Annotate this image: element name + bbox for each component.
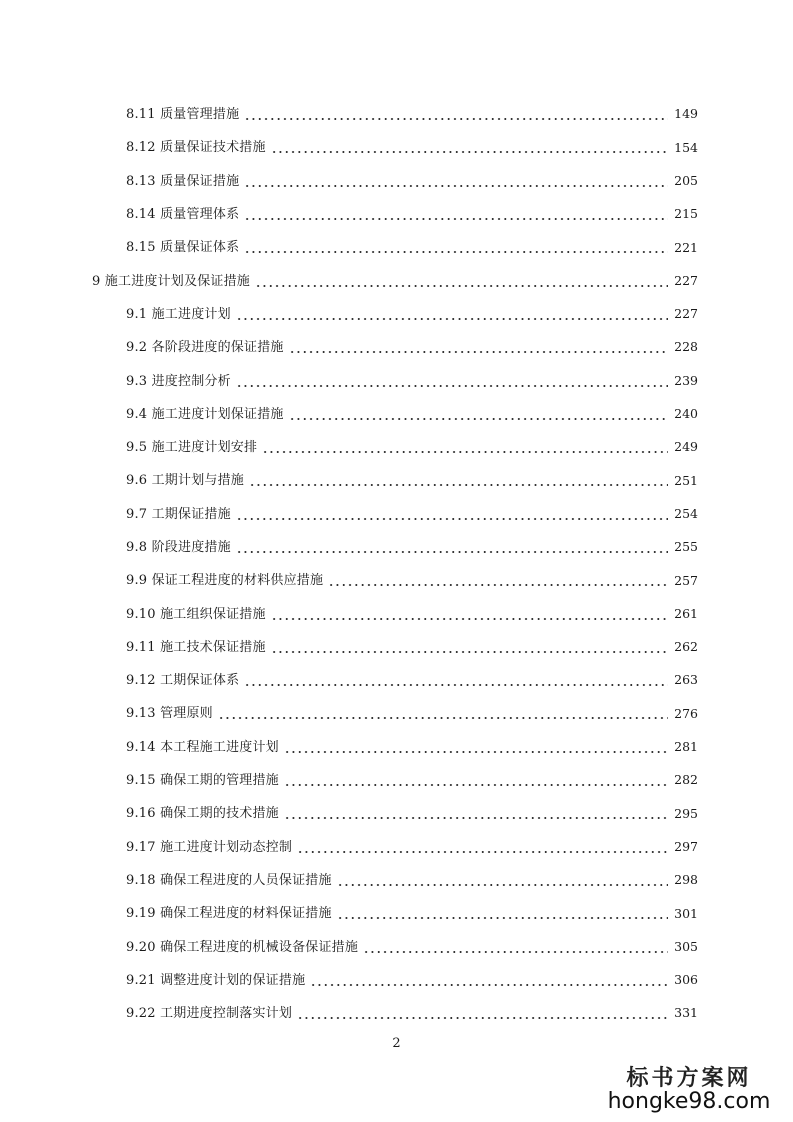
toc-entry-page: 257 (674, 572, 698, 588)
toc-entry[interactable] (0, 564, 793, 597)
toc-entry[interactable] (0, 797, 793, 830)
page-number: 2 (392, 1036, 401, 1051)
toc-entry[interactable] (0, 464, 793, 497)
toc-entry[interactable] (0, 165, 793, 198)
toc-entry[interactable] (0, 664, 793, 697)
toc-entry-page: 227 (674, 272, 698, 288)
toc-dot-leader (328, 574, 668, 587)
toc-entry-label: 9.19 确保工程进度的材料保证措施 (126, 906, 332, 922)
toc-entry-label: 9.20 确保工程进度的机械设备保证措施 (126, 939, 359, 955)
toc-entry[interactable] (0, 731, 793, 764)
toc-entry[interactable] (0, 864, 793, 897)
toc-entry[interactable] (0, 298, 793, 331)
toc-entry-page: 227 (674, 306, 698, 322)
toc-dot-leader (236, 308, 668, 321)
toc-entry[interactable] (0, 198, 793, 231)
toc-dot-leader (337, 907, 668, 920)
toc-entry-label: 9.18 确保工程进度的人员保证措施 (126, 872, 332, 888)
toc-entry[interactable] (0, 597, 793, 630)
toc-entry[interactable] (0, 764, 793, 797)
site-watermark (599, 1066, 779, 1114)
toc-dot-leader (289, 408, 668, 421)
toc-entry-label: 9.6 工期计划与措施 (126, 473, 245, 489)
toc-entry[interactable] (0, 930, 793, 963)
toc-entry-label: 9.21 调整进度计划的保证措施 (126, 972, 306, 988)
toc-dot-leader (271, 608, 668, 621)
toc-dot-leader (236, 375, 668, 388)
toc-entry-page: 298 (674, 872, 698, 888)
toc-entry-label: 9.2 各阶段进度的保证措施 (126, 340, 284, 356)
toc-entry-label: 9.15 确保工期的管理措施 (126, 773, 279, 789)
toc-entry-page: 254 (674, 505, 698, 521)
toc-entry-page: 295 (674, 805, 698, 821)
toc-entry-label: 8.11 质量管理措施 (126, 107, 240, 123)
toc-entry-page: 261 (674, 605, 698, 621)
toc-dot-leader (271, 641, 668, 654)
toc-entry[interactable] (0, 831, 793, 864)
toc-dot-leader (363, 941, 668, 954)
toc-entry-page: 205 (674, 172, 698, 188)
toc-dot-leader (244, 208, 668, 221)
toc-entry-page: 276 (674, 705, 698, 721)
toc-entry-page: 154 (674, 139, 698, 155)
toc-entry-page: 221 (674, 239, 698, 255)
toc-entry-page: 251 (674, 472, 698, 488)
toc-entry-label: 9.22 工期进度控制落实计划 (126, 1006, 293, 1022)
toc-dot-leader (337, 874, 668, 887)
toc-dot-leader (262, 441, 668, 454)
toc-entry-page: 249 (674, 439, 698, 455)
toc-entry-page: 306 (674, 972, 698, 988)
toc-entry-page: 262 (674, 639, 698, 655)
toc-dot-leader (244, 674, 668, 687)
toc-entry-page: 297 (674, 838, 698, 854)
toc-entry-page: 305 (674, 938, 698, 954)
toc-entry-label: 8.12 质量保证技术措施 (126, 140, 266, 156)
toc-entry[interactable] (0, 231, 793, 264)
toc-entry-label: 9.4 施工进度计划保证措施 (126, 406, 284, 422)
toc-entry-label: 9.1 施工进度计划 (126, 306, 231, 322)
toc-entry-label: 9.7 工期保证措施 (126, 506, 231, 522)
table-of-contents (0, 98, 793, 1030)
toc-entry-page: 215 (674, 206, 698, 222)
toc-chapter-entry[interactable] (0, 264, 793, 297)
toc-entry-page: 239 (674, 372, 698, 388)
toc-entry[interactable] (0, 631, 793, 664)
toc-entry-label: 8.13 质量保证措施 (126, 173, 240, 189)
toc-entry[interactable] (0, 331, 793, 364)
toc-dot-leader (255, 275, 668, 288)
toc-entry-label: 9.12 工期保证体系 (126, 673, 240, 689)
toc-dot-leader (236, 541, 668, 554)
toc-entry[interactable] (0, 964, 793, 997)
toc-entry-page: 240 (674, 406, 698, 422)
toc-entry-page: 149 (674, 106, 698, 122)
toc-dot-leader (249, 474, 668, 487)
toc-dot-leader (244, 241, 668, 254)
toc-entry-label: 8.15 质量保证体系 (126, 240, 240, 256)
toc-entry[interactable] (0, 98, 793, 131)
toc-entry[interactable] (0, 897, 793, 930)
toc-entry-label: 9.10 施工组织保证措施 (126, 606, 266, 622)
toc-entry-page: 282 (674, 772, 698, 788)
toc-entry-label: 9.16 确保工期的技术措施 (126, 806, 279, 822)
toc-entry-page: 255 (674, 539, 698, 555)
toc-entry[interactable] (0, 131, 793, 164)
toc-entry-page: 301 (674, 905, 698, 921)
toc-entry-label: 9.14 本工程施工进度计划 (126, 739, 279, 755)
toc-dot-leader (297, 841, 668, 854)
toc-entry[interactable] (0, 431, 793, 464)
toc-entry-label: 9.9 保证工程进度的材料供应措施 (126, 573, 324, 589)
toc-dot-leader (271, 141, 668, 154)
toc-entry-label: 9.13 管理原则 (126, 706, 213, 722)
toc-dot-leader (289, 341, 668, 354)
toc-entry[interactable] (0, 697, 793, 730)
toc-entry-label: 9.8 阶段进度措施 (126, 540, 231, 555)
toc-entry-label: 9.5 施工进度计划安排 (126, 440, 258, 456)
watermark-url-text: hongke98.com (607, 1088, 771, 1114)
toc-dot-leader (310, 974, 668, 987)
toc-entry[interactable] (0, 364, 793, 397)
toc-dot-leader (284, 741, 668, 754)
toc-entry[interactable] (0, 398, 793, 431)
toc-entry-page: 228 (674, 339, 698, 355)
toc-dot-leader (244, 175, 668, 188)
toc-entry-page: 263 (674, 672, 698, 688)
toc-entry[interactable] (0, 997, 793, 1030)
toc-entry[interactable] (0, 498, 793, 531)
toc-dot-leader (244, 108, 668, 121)
toc-dot-leader (218, 707, 668, 720)
watermark-brand-text: 标书方案网 (626, 1064, 752, 1091)
toc-dot-leader (236, 508, 668, 521)
toc-entry-label: 9 施工进度计划及保证措施 (92, 273, 251, 289)
toc-entry-page: 331 (674, 1005, 698, 1021)
toc-dot-leader (284, 807, 668, 820)
toc-entry-label: 8.14 质量管理体系 (126, 207, 240, 223)
toc-entry-label: 9.3 进度控制分析 (126, 373, 231, 389)
toc-dot-leader (297, 1007, 668, 1020)
toc-entry-label: 9.11 施工技术保证措施 (126, 639, 266, 655)
toc-entry-page: 281 (674, 739, 698, 755)
toc-entry-label: 9.17 施工进度计划动态控制 (126, 839, 293, 855)
toc-dot-leader (284, 774, 668, 787)
toc-entry[interactable] (0, 531, 793, 564)
